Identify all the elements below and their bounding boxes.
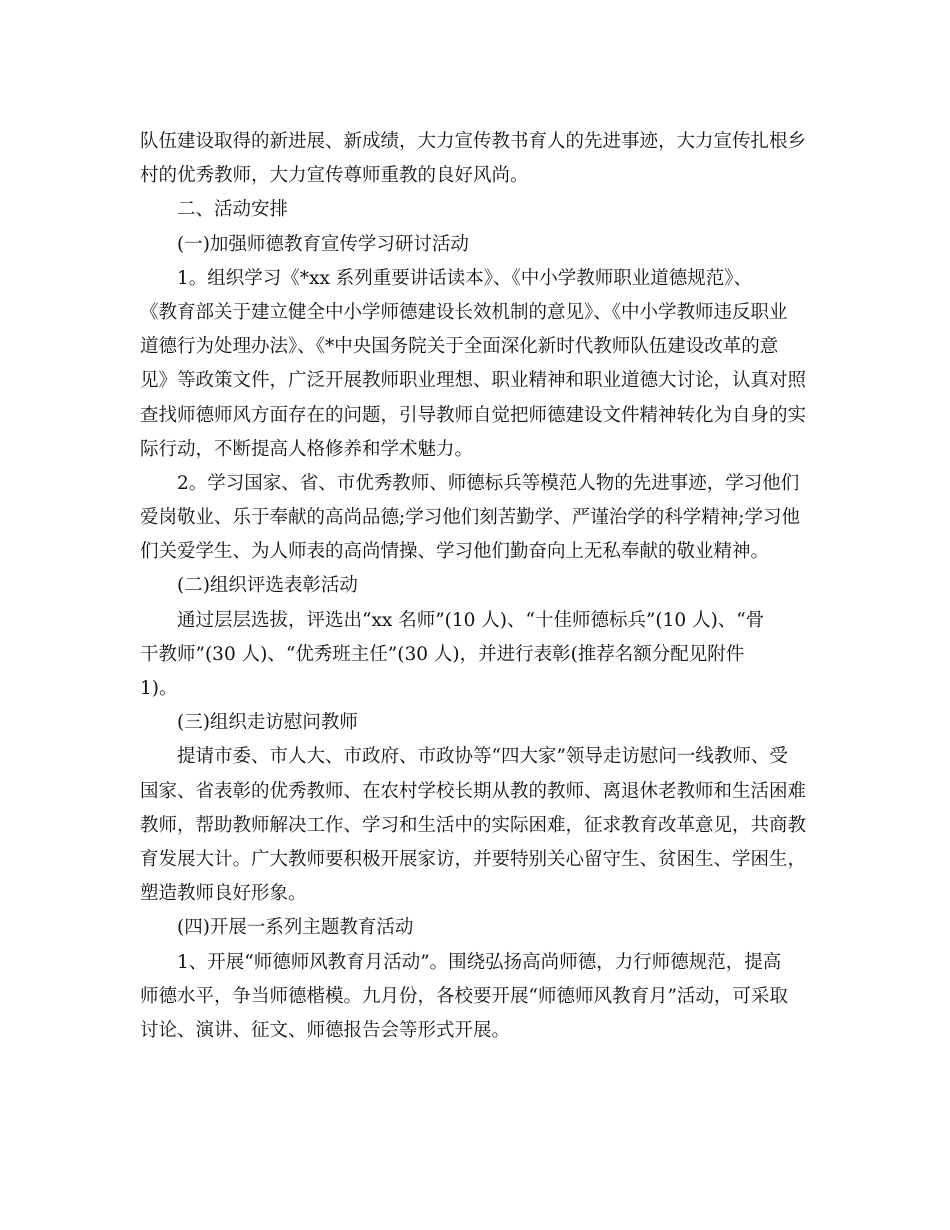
subsection-heading: (四)开展一系列主题教育活动 <box>177 917 414 939</box>
paragraph-line: 爱岗敬业、乐于奉献的高尚品德;学习他们刻苦勤学、严谨治学的科学精神;学习他 <box>140 507 800 529</box>
paragraph-line: 师德水平，争当师德楷模。九月份，各校要开展“师德师风教育月”活动，可采取 <box>140 985 788 1007</box>
subsection-heading: (一)加强师德教育宣传学习研讨活动 <box>177 233 469 255</box>
subsection-heading: (二)组织评选表彰活动 <box>177 575 358 597</box>
paragraph-line: 塑造教师良好形象。 <box>140 883 307 905</box>
paragraph-line: 1)。 <box>140 678 178 699</box>
paragraph-line: 队伍建设取得的新进展、新成绩，大力宣传教书育人的先进事迹，大力宣传扎根乡 <box>140 131 807 152</box>
subsection-heading: (三)组织走访慰问教师 <box>177 712 358 734</box>
paragraph-line: 1。组织学习《*xx 系列重要讲话读本》、《中小学教师职业道德规范》、 <box>177 267 753 289</box>
document-body <box>140 125 820 1048</box>
paragraph-line: 教师，帮助教师解决工作、学习和生活中的实际困难，征求教育改革意见，共商教 <box>140 814 807 836</box>
paragraph-line: 查找师德师风方面存在的问题，引导教师自觉把师德建设文件精神转化为自身的实 <box>140 404 807 426</box>
paragraph-line: 讨论、演讲、征文、师德报告会等形式开展。 <box>140 1019 511 1041</box>
paragraph-line: 《教育部关于建立健全中小学师德建设长效机制的意见》、《中小学教师违反职业 <box>140 301 788 323</box>
paragraph-line: 国家、省表彰的优秀教师、在农村学校长期从教的教师、离退休老教师和生活困难 <box>140 780 807 802</box>
paragraph-line: 见》等政策文件，广泛开展教师职业理想、职业精神和职业道德大讨论，认真对照 <box>140 370 807 392</box>
paragraph-line: 村的优秀教师，大力宣传尊师重教的良好风尚。 <box>140 165 529 187</box>
section-heading: 二、活动安排 <box>177 199 289 221</box>
paragraph-line: 提请市委、市人大、市政府、市政协等“四大家”领导走访慰问一线教师、受 <box>177 746 788 768</box>
paragraph-line: 际行动，不断提高人格修养和学术魅力。 <box>140 438 474 460</box>
paragraph-line: 通过层层选拔，评选出“xx 名师”(10 人)、“十佳师德标兵”(10 人)、“骨 <box>177 609 765 631</box>
paragraph-line: 干教师”(30 人)、“优秀班主任”(30 人)，并进行表彰(推荐名额分配见附件 <box>140 643 745 665</box>
paragraph-line: 1、开展“师德师风教育月活动”。围绕弘扬高尚师德，力行师德规范，提高 <box>177 951 782 973</box>
paragraph-line: 2。学习国家、省、市优秀教师、师德标兵等模范人物的先进事迹，学习他们 <box>177 472 800 494</box>
paragraph-line: 道德行为处理办法》、《*中央国务院关于全面深化新时代教师队伍建设改革的意 <box>140 336 779 358</box>
paragraph-line: 们关爱学生、为人师表的高尚情操、学习他们勤奋向上无私奉献的敬业精神。 <box>140 541 770 563</box>
paragraph-line: 育发展大计。广大教师要积极开展家访，并要特别关心留守生、贫困生、学困生， <box>140 848 807 870</box>
